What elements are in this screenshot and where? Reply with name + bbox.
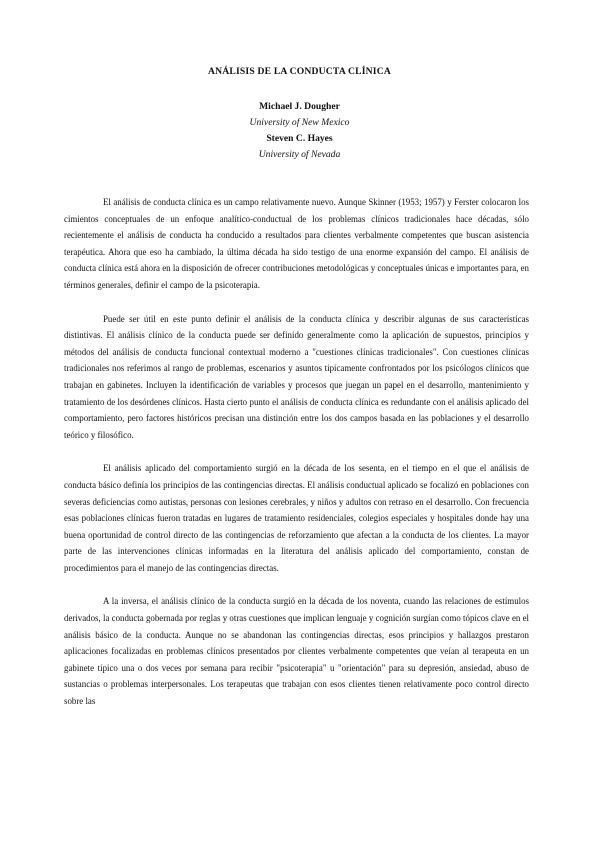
author-block xyxy=(0,99,599,163)
author-name: Steven C. Hayes xyxy=(266,133,333,144)
paragraph: El análisis de conducta clínica es un campo relativamente nuevo. Aunque Skinner (1953; 1957) y Ferster colocaron los cimientos conceptuales de un enfoque analítico-conductual de los problemas clínicos tradicionales hace décadas, sólo recientemente el análisis de conducta ha conducido a resultados para clientes verbalmente competentes que buscan asistencia terapéutica. Ahora que eso ha cambiado, la última década ha sido testigo de una enorme expansión del campo. El análisis de conducta clínica está ahora en la disposición de ofrecer contribuciones metodológicas y conceptuales únicas e importantes para, en términos generales, definir el campo de la psicoterapia. xyxy=(64,197,529,290)
paper-title: ANÁLISIS DE LA CONDUCTA CLÍNICA xyxy=(207,66,391,77)
author-affiliation: University of Nevada xyxy=(258,149,341,160)
paragraph: El análisis aplicado del comportamiento surgió en la década de los sesenta, en el tiempo en el que el análisis de conducta básico definía los principios de las contingencias directas. El análisis conductual aplicado se focalizó en poblaciones con severas deficiencias como autistas, personas con lesiones cerebrales, y niños y adultos con retraso en el desarrollo. Con frecuencia esas poblaciones clínicas fueron tratadas en lugares de tratamiento residenciales, colegios especiales y hospitales donde hay una buena oportunidad de control directo de las contingencias de reforzamiento que afectan a la conducta de los clientes. La mayor parte de las intervenciones clínicas informadas en la literatura del análisis aplicado del comportamiento, constan de procedimientos para el manejo de las contingencias directas. xyxy=(64,463,529,573)
paragraph: Puede ser útil en este punto definir el análisis de la conducta clínica y describir algunas de sus características distintivas. El análisis clínico de la conducta puede ser definido generalmente como la aplicación de supuestos, principios y métodos del análisis de conducta funcional contextual moderno a "cuestiones clínicas tradicionales". Con cuestiones clínicas tradicionales nos referimos al rango de problemas, escenarios y asuntos típicamente confrontados por los psicólogos clínicos que trabajan en gabinetes. Incluyen la identificación de variables y procesos que juegan un papel en el desarrollo, mantenimiento y tratamiento de los desórdenes clínicos. Hasta cierto punto el análisis de conducta clínica es redundante con el análisis aplicado del comportamiento, pero factores históricos precisan una distinción entre los dos campos basada en las poblaciones y el desarrollo teórico y filosófico. xyxy=(64,313,529,440)
author-name: Michael J. Dougher xyxy=(259,101,340,112)
author-affiliation: University of New Mexico xyxy=(249,117,350,128)
paragraph: A la inversa, el análisis clínico de la conducta surgió en la década de los noventa, cuando las relaciones de estímulos derivados, la conducta gobernada por reglas y otras cuestiones que implican lenguaje y cognición surgían como tópicos clave en el análisis básico de la conducta. Aunque no se abandonan las contingencias directas, esos principios y hallazgos prestaron aplicaciones focalizadas en problemas clínicos presentados por clientes verbalmente competentes que veían al terapeuta en un gabinete típico una o dos veces por semana para recibir "psicoterapia" u "orientación" para su depresión, ansiedad, abuso de sustancias o problemas interpersonales. Los terapeutas que trabajan con esos clientes tienen relativamente poco control directo sobre las xyxy=(64,596,529,707)
body-text xyxy=(64,194,529,727)
